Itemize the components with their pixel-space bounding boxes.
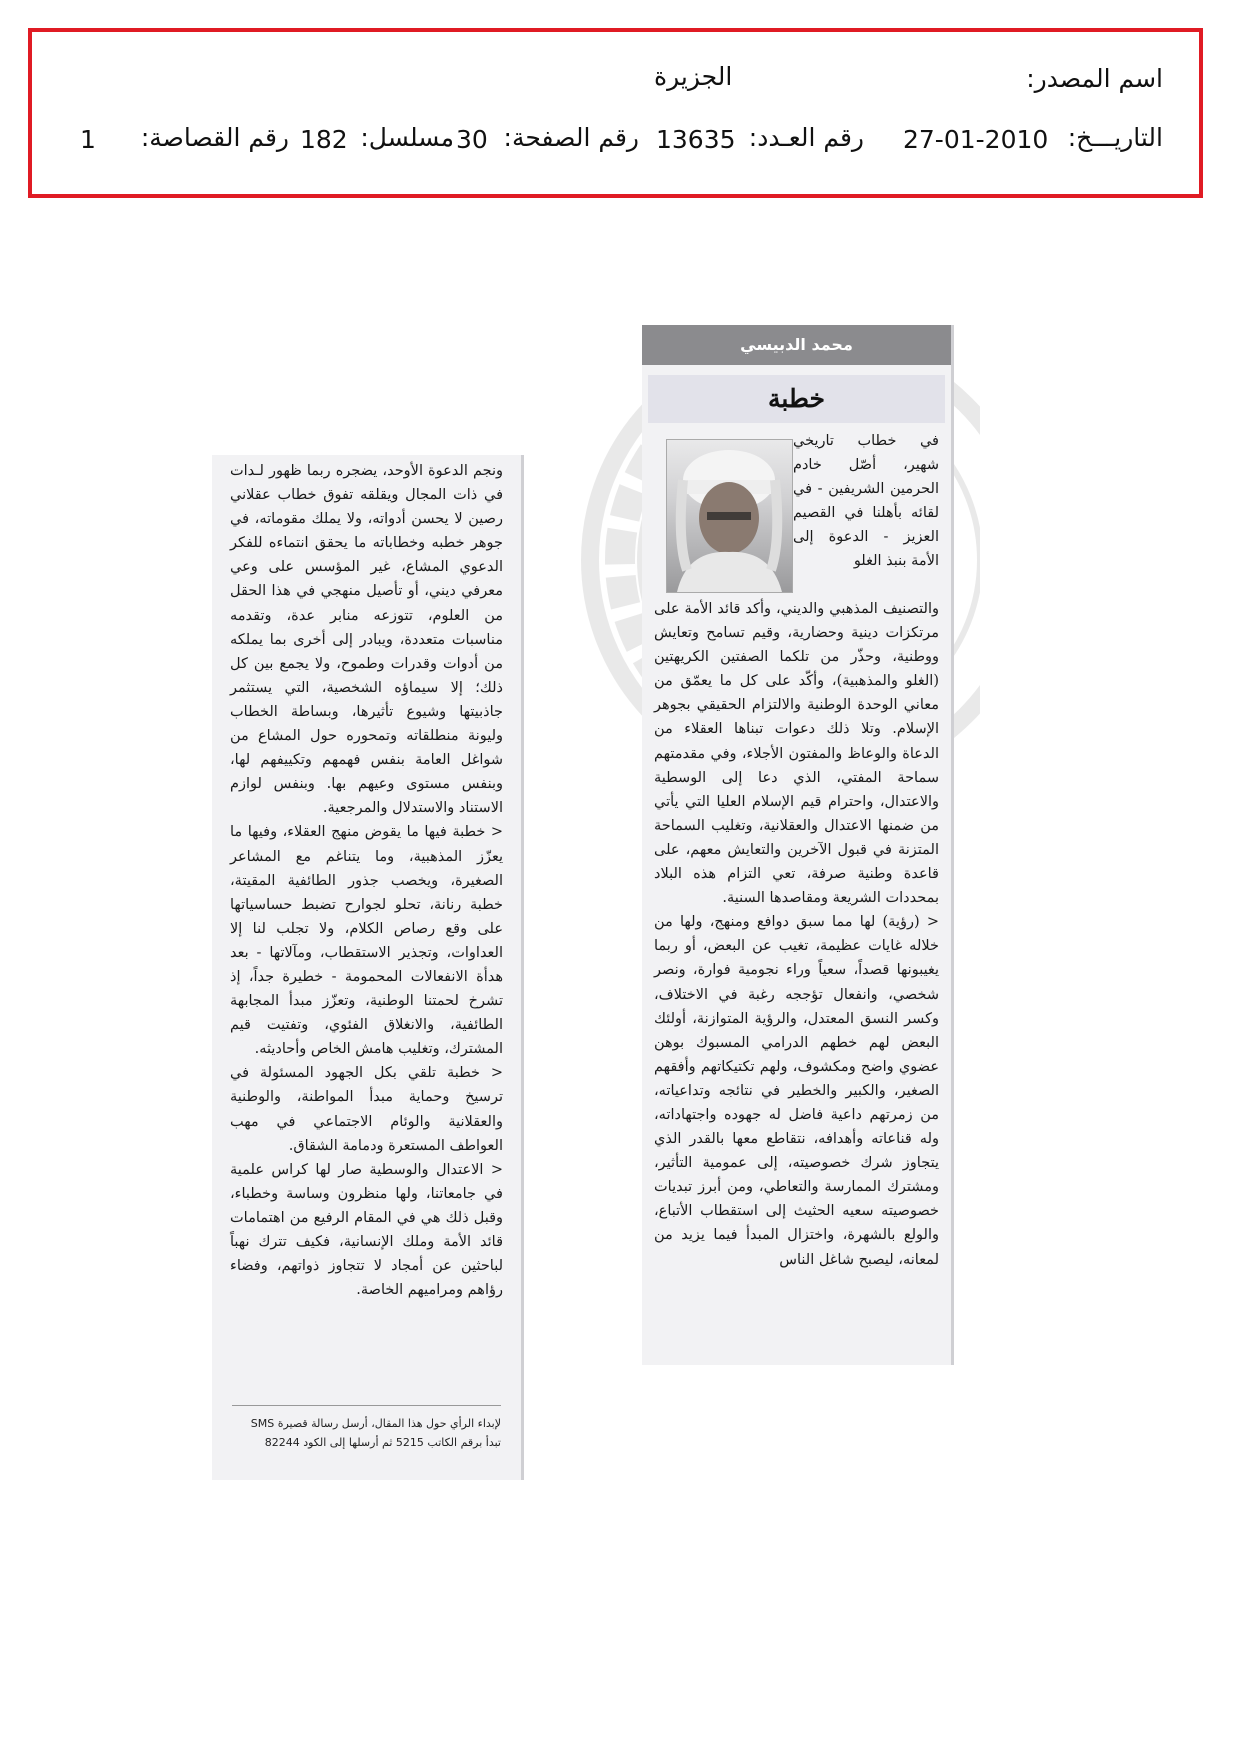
author-photo-icon — [666, 439, 793, 593]
author-name: محمد الدبيسي — [642, 325, 951, 365]
article-column-right — [642, 325, 954, 1365]
page-value: 30 — [456, 125, 488, 154]
paragraph: < الاعتدال والوسطية صار لها كراس علمية في جامعاتنا، ولها منظرون وساسة وخطباء، وقبل ذلك هي في المقام الرفيع من اهتمامات قائد الأمة وملك الإنسانية، فكيف تترك نهباً لباحثين عن أمجاد لا تتجاوز ذواتهم، وفضاء رؤاهم ومراميهم الخاصة. — [230, 1161, 503, 1299]
page-label: رقم الصفحة: — [503, 123, 639, 152]
paragraph: < خطبة فيها ما يقوض منهج العقلاء، وفيها ما يعزّز المذهبية، وما يتناغم مع المشاعر الصغيرة، ويخصب جذور الطائفية المقيتة، خطبة رنانة، تحلو لجوارح تضبط حساسياتها على وقع رصاص الكلام، ولا تجلب لنا إلا العداوات، وتجذير الاستقطاب، ومآلاتها - بعد هدأة الانفعالات المحمومة - خطيرة جداً، إذ تشرخ لحمتنا الوطنية، وتعزّز مبدأ المجابهة الطائفية، والانغلاق الفئوي، وتفتيت قيم المشترك، وتغليب هامش الخاص وأحاديثه. — [230, 824, 503, 1058]
article-body-right — [654, 597, 939, 1272]
article-intro — [793, 429, 939, 574]
date-value: 27-01-2010 — [903, 125, 1049, 154]
serial-value: 182 — [300, 125, 348, 154]
source-value: الجزيرة — [654, 62, 733, 91]
sms-note-line: لإبداء الرأي حول هذا المقال، أرسل رسالة قصيرة SMS — [250, 1417, 501, 1430]
sms-note-line: تبدأ برقم الكاتب 5215 ثم أرسلها إلى الكود 82244 — [264, 1436, 501, 1449]
metadata-box — [28, 28, 1203, 198]
intro-paragraph: في خطاب تاريخي شهير، أصّل خادم الحرمين الشريفين - في لقائه بأهلنا في القصيم العزيز - الدعوة إلى الأمة بنبذ الغلو — [793, 433, 939, 570]
serial-label: مسلسل: — [360, 123, 454, 152]
issue-value: 13635 — [656, 125, 736, 154]
clip-value: 1 — [80, 125, 96, 154]
paragraph: والتصنيف المذهبي والديني، وأكد قائد الأمة على مرتكزات دينية وحضارية، وقيم تسامح وتعايش ووطنية، وحذّر من تلكما الصفتين الكريهتين (الغلو والمذهبية)، وأكّد على كل ما يعمّق من معاني الوحدة الوطنية والالتزام الحقيقي بجوهر الإسلام. وتلا ذلك دعوات تبناها العقلاء من الدعاة والوعاظ والمفتون الأجلاء، وفي مقدمتهم سماحة المفتي، الذي دعا إلى الوسطية والاعتدال، واحترام قيم الإسلام العليا التي يأتي من ضمنها الاعتدال والعقلانية، وتغليب السماحة المتزنة في قبول الآخرين والتعايش معهم، على قاعدة وطنية صرفة، تعي التزام هذه البلاد بمحددات الشريعة ومقاصدها السنية. — [654, 601, 939, 907]
date-label: التاريـــخ: — [1067, 123, 1163, 152]
paragraph: < خطبة تلقي بكل الجهود المسئولة في ترسيخ وحماية مبدأ المواطنة، والوطنية والعقلانية والوئام الاجتماعي في مهب العواطف المستعرة ودمامة الشقاق. — [230, 1065, 503, 1154]
issue-label: رقم العـدد: — [748, 123, 864, 152]
sms-note — [232, 1405, 501, 1452]
paragraph: ونجم الدعوة الأوحد، يضجره ربما ظهور لـدات في ذات المجال ويقلقه تفوق خطاب عقلاني رصين لا يحسن أدواته، ولا يملك مقوماته، في جوهر خطبه وخطاباته ما يحقق انتماءه للفكر الدعوي المشاع، غير المؤسس على وعي معرفي ديني، أو تأصيل منهجي في هذا الحقل من العلوم، تتوزعه منابر عدة، وتقدمه مناسبات متعددة، ويبادر إلى أخرى بما يملكه من أدوات وقدرات وطموح، ولا يجمع بين كل ذلك؛ إلا سيماؤه الشخصية، التي يستثمر جاذبيتها وشيوع تأثيرها، وبساطة الخطاب وليونة منطلقاته وتمحوره حول المشاع من شواغل العامة بنفس فهمهم وتكييفهم لها، وبنفس مستوى وعيهم بها. وبنفس لوازم الاستناد والاستدلال والمرجعية. — [230, 463, 503, 817]
article-title: خطبة — [648, 375, 945, 423]
clip-label: رقم القصاصة: — [140, 123, 289, 152]
article-column-left — [212, 455, 524, 1480]
paragraph: < (رؤية) لها مما سبق دوافع ومنهج، ولها من خلاله غايات عظيمة، تغيب عن البعض، أو ربما يغيبونها قصداً، سعياً وراء نجومية فوارة، ونصر شخصي، وانفعال تؤججه رغبة في الاختلاف، وكسر النسق المعتدل، والرؤية المتوازنة، أولئك البعض لهم خطهم الدرامي المسبوك بوهن عضوي واضح ومكشوف، ولهم تكتيكاتهم وأفقهم الصغير، والكبير والخطير في نتائجه وتداعياته، من زمرتهم داعية فاضل له جهوده واجتهاداته، وله قناعاته وأهدافه، نتقاطع معها بالقدر الذي يتجاوز شرك خصوصيته، إلى عمومية التأثير، ومشترك الممارسة والتعاطي، ومن أبرز تبديات خصوصيته سعيه الحثيث إلى استقطاب الأتباع، والولع بالشهرة، واختزال المبدأ فيما يزيد من لمعانه، ليصبح شاغل الناس — [654, 914, 939, 1268]
article-body-left — [230, 459, 503, 1302]
source-label: اسم المصدر: — [1026, 64, 1163, 93]
